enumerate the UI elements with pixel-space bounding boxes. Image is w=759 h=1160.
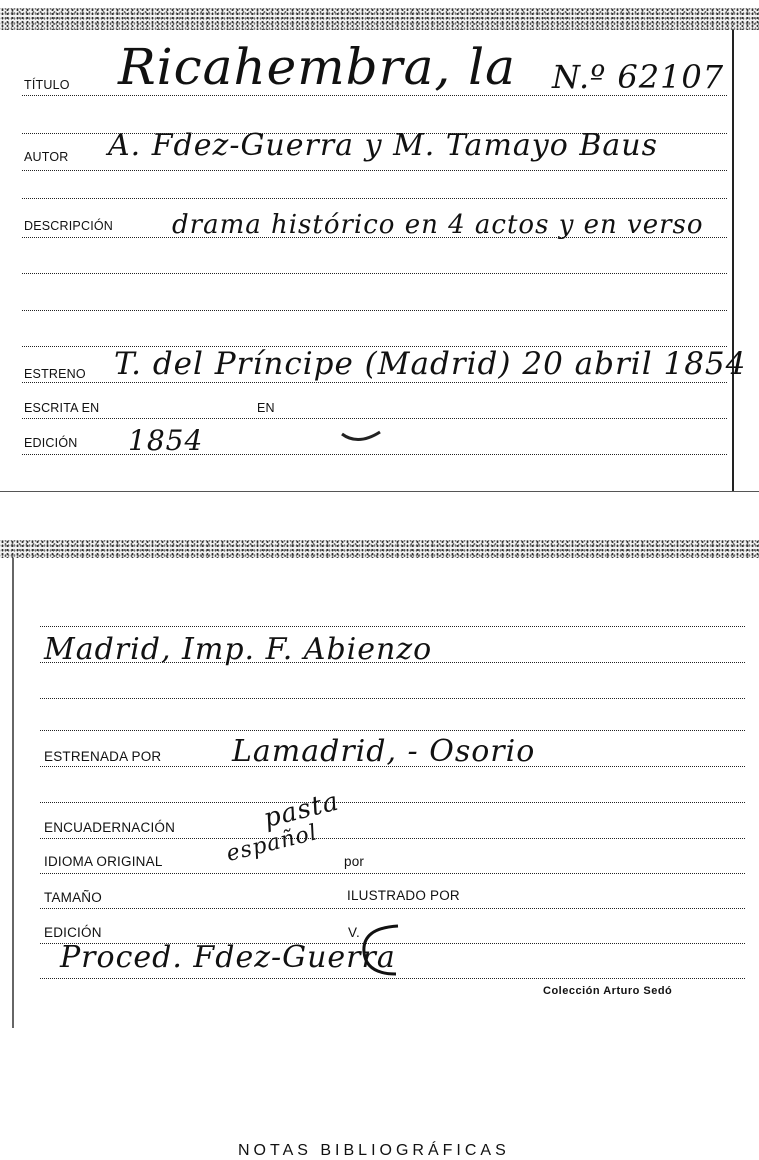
ruled-line bbox=[22, 418, 727, 419]
ruled-line bbox=[40, 873, 745, 874]
ruled-line bbox=[22, 198, 727, 199]
titulo-label: TÍTULO bbox=[24, 78, 70, 92]
card-right-edge bbox=[732, 30, 734, 492]
scan-edge-texture bbox=[0, 8, 759, 30]
pencil-tick-mark bbox=[340, 428, 384, 452]
titulo-value: Ricahembra, la bbox=[118, 38, 516, 96]
encuadernacion-label: ENCUADERNACIÓN bbox=[44, 820, 176, 835]
proced-value: Proced. Fdez-Guerra bbox=[60, 940, 396, 975]
estrenada-label: ESTRENADA POR bbox=[44, 749, 162, 764]
ruled-line bbox=[22, 310, 727, 311]
en-label: EN bbox=[257, 401, 275, 415]
numero-value: N.º 62107 bbox=[552, 58, 725, 96]
catalog-card-front bbox=[0, 0, 759, 500]
edicion-label-back: EDICIÓN bbox=[44, 925, 102, 940]
estrenada-value: Lamadrid, - Osorio bbox=[232, 734, 536, 769]
descripcion-label: DESCRIPCIÓN bbox=[24, 219, 114, 233]
ruled-line bbox=[40, 838, 745, 839]
scan-edge-texture bbox=[0, 540, 759, 558]
idioma-value: español bbox=[223, 820, 321, 867]
ruled-line bbox=[22, 170, 727, 171]
estreno-label: ESTRENO bbox=[24, 367, 86, 381]
card-bottom-edge bbox=[0, 491, 759, 492]
edicion-value: 1854 bbox=[128, 424, 204, 457]
ruled-line bbox=[40, 908, 745, 909]
catalog-card-back bbox=[0, 540, 759, 1159]
escrita-label: ESCRITA EN bbox=[24, 401, 100, 415]
por-label: por bbox=[344, 854, 365, 869]
ruled-line bbox=[40, 730, 745, 731]
tamano-label: TAMAÑO bbox=[44, 890, 102, 905]
ruled-line bbox=[22, 273, 727, 274]
notas-heading: NOTAS BIBLIOGRÁFICAS bbox=[238, 1142, 510, 1159]
encuadernacion-value: pasta bbox=[260, 786, 343, 834]
v-label: V. bbox=[348, 925, 360, 940]
ruled-line bbox=[40, 698, 745, 699]
idioma-label: IDIOMA ORIGINAL bbox=[44, 854, 163, 869]
collection-credit: Colección Arturo Sedó bbox=[543, 985, 673, 997]
card-left-edge bbox=[12, 558, 14, 1028]
autor-label: AUTOR bbox=[24, 150, 69, 164]
notas-value: Madrid, Imp. F. Abienzo bbox=[44, 632, 433, 667]
ruled-line bbox=[40, 626, 745, 627]
estreno-value: T. del Príncipe (Madrid) 20 abril 1854 bbox=[114, 346, 747, 382]
ruled-line bbox=[22, 382, 727, 383]
edicion-label: EDICIÓN bbox=[24, 436, 78, 450]
ilustrado-label: ILUSTRADO POR bbox=[347, 888, 460, 903]
descripcion-value: drama histórico en 4 actos y en verso bbox=[172, 210, 704, 240]
ruled-line bbox=[40, 802, 745, 803]
autor-value: A. Fdez-Guerra y M. Tamayo Baus bbox=[108, 128, 658, 163]
